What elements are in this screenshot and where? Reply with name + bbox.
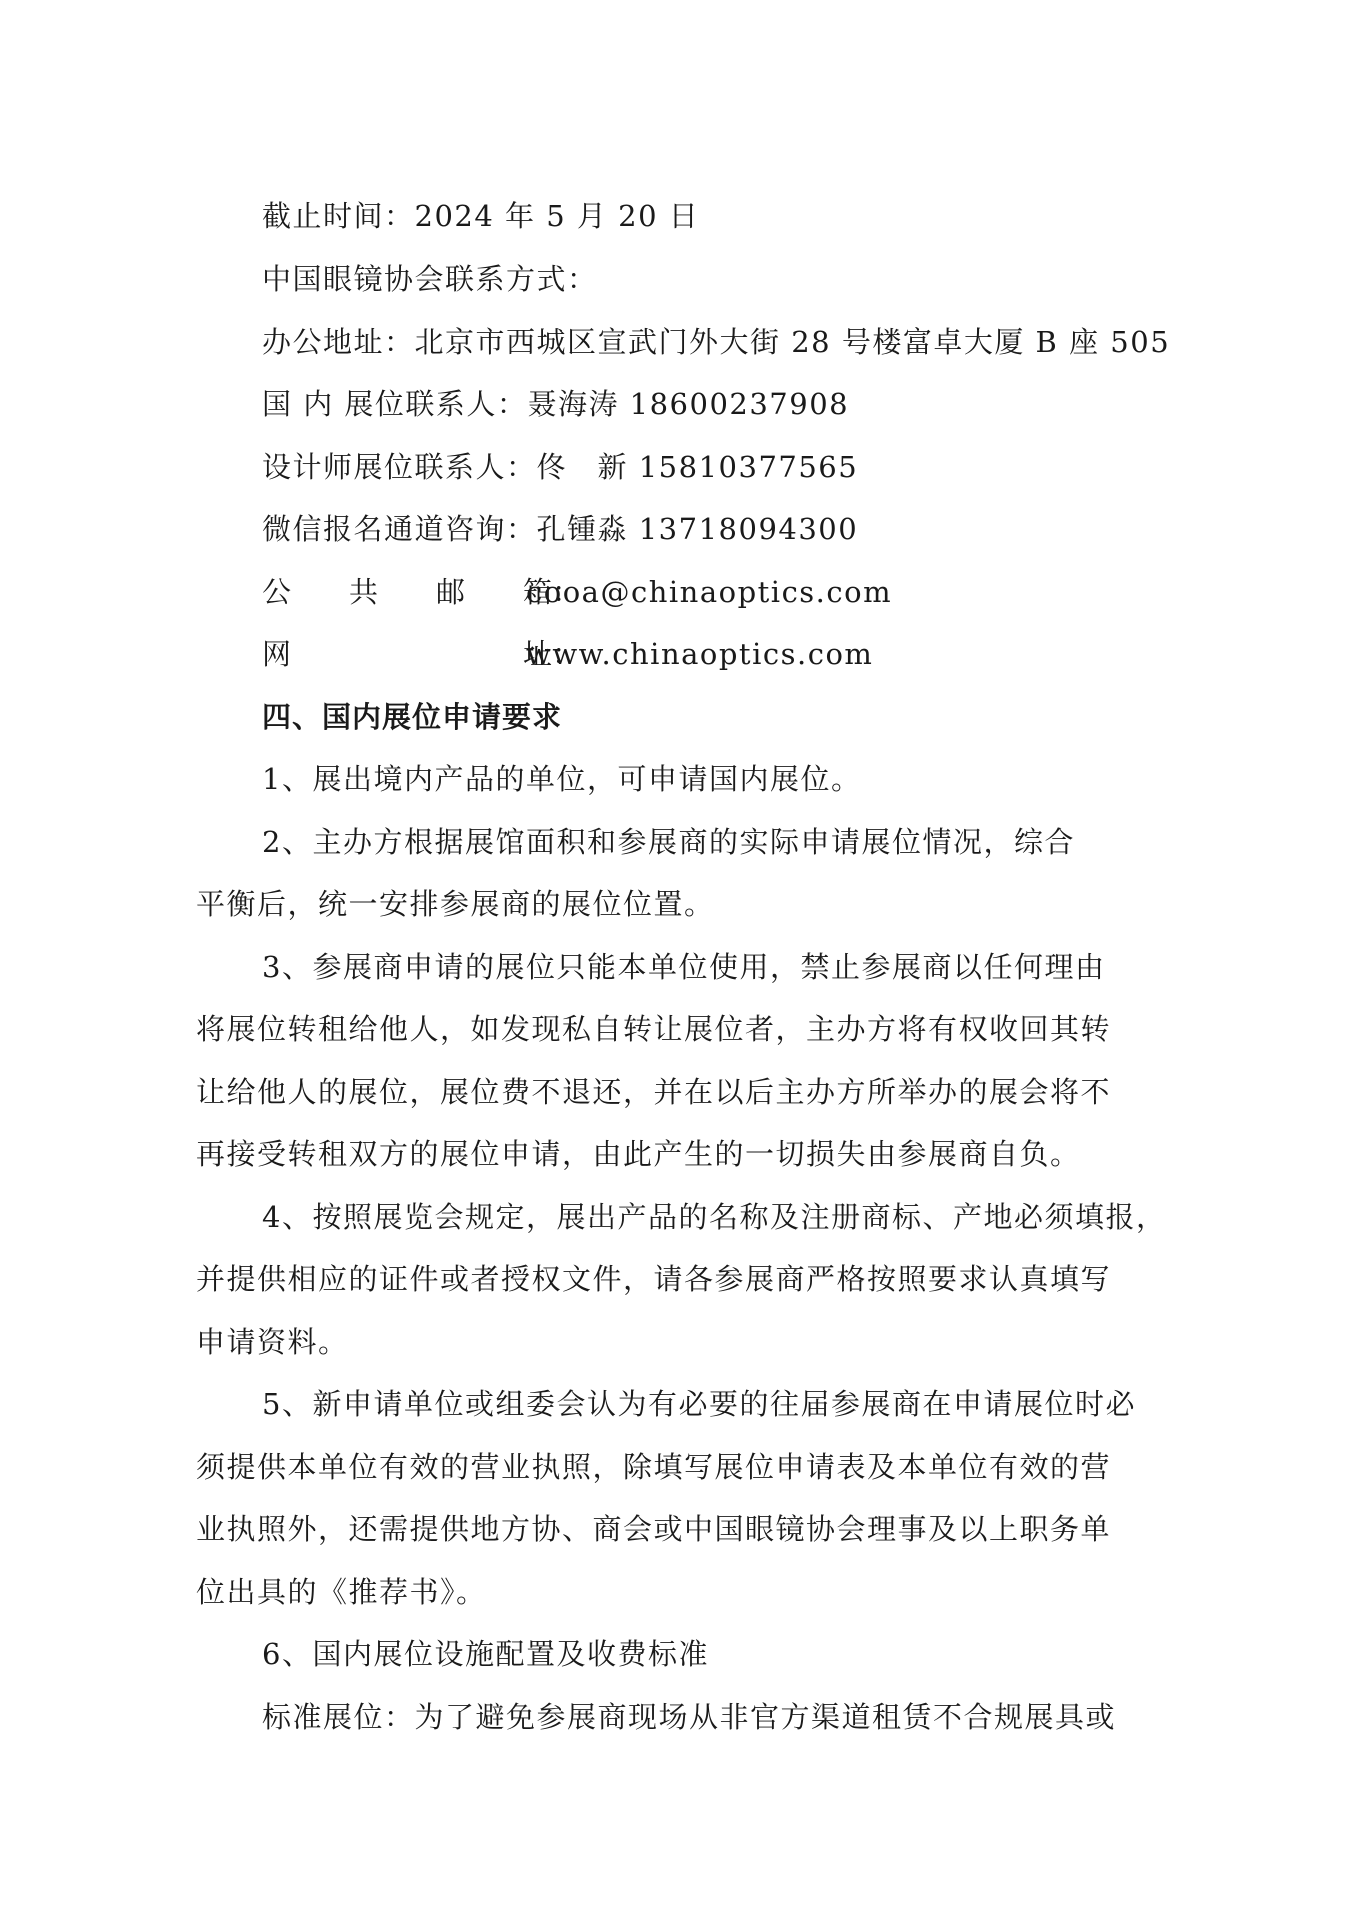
item-5-line-2: 须提供本单位有效的营业执照，除填写展位申请表及本单位有效的营 — [196, 1450, 1112, 1484]
item-5-line-4: 位出具的《推荐书》。 — [196, 1575, 487, 1609]
domestic-contact-label: 国 内 展位联系人： — [262, 387, 528, 421]
email-contact — [262, 572, 892, 612]
item-5-line-1: 5、新申请单位或组委会认为有必要的往届参展商在申请展位时必 — [262, 1387, 1136, 1421]
item-4-line-1: 4、按照展览会规定，展出产品的名称及注册商标、产地必须填报， — [262, 1200, 1167, 1234]
section-4-heading: 四、国内展位申请要求 — [262, 700, 563, 734]
domestic-contact — [262, 384, 849, 424]
deadline-line: 截止时间：2024 年 5 月 20 日 — [262, 199, 700, 233]
wechat-contact-label: 微信报名通道咨询： — [262, 512, 537, 546]
email-value: cooa@chinaoptics.com — [526, 575, 893, 609]
item-3-line-2: 将展位转租给他人，如发现私自转让展位者，主办方将有权收回其转 — [196, 1012, 1112, 1046]
wechat-contact-value: 孔锺淼 13718094300 — [536, 512, 859, 546]
designer-contact-label: 设计师展位联系人： — [262, 450, 537, 484]
office-address: 办公地址：北京市西城区宣武门外大街 28 号楼富卓大厦 B 座 505 — [262, 325, 1171, 359]
designer-contact — [262, 447, 858, 487]
item-2-line-2: 平衡后，统一安排参展商的展位位置。 — [196, 887, 715, 921]
website-value: www.chinaoptics.com — [526, 637, 874, 671]
standard-booth-line: 标准展位：为了避免参展商现场从非官方渠道租赁不合规展具或 — [262, 1700, 1117, 1734]
item-2-line-1: 2、主办方根据展馆面积和参展商的实际申请展位情况，综合 — [262, 825, 1075, 859]
item-3-line-3: 让给他人的展位，展位费不退还，并在以后主办方所举办的展会将不 — [196, 1075, 1112, 1109]
website-label: 网 址： — [262, 637, 582, 671]
item-5-line-3: 业执照外，还需提供地方协、商会或中国眼镜协会理事及以上职务单 — [196, 1512, 1112, 1546]
designer-contact-value: 佟 新 15810377565 — [536, 450, 859, 484]
email-label: 公 共 邮 箱： — [262, 575, 582, 609]
item-3-line-1: 3、参展商申请的展位只能本单位使用，禁止参展商以任何理由 — [262, 950, 1106, 984]
website-contact — [262, 634, 873, 674]
domestic-contact-value: 聂海涛 18600237908 — [527, 387, 850, 421]
item-4-line-3: 申请资料。 — [196, 1325, 349, 1359]
item-4-line-2: 并提供相应的证件或者授权文件，请各参展商严格按照要求认真填写 — [196, 1262, 1112, 1296]
wechat-contact — [262, 509, 858, 549]
item-6: 6、国内展位设施配置及收费标准 — [262, 1637, 709, 1671]
item-1: 1、展出境内产品的单位，可申请国内展位。 — [262, 762, 862, 796]
item-3-line-4: 再接受转租双方的展位申请，由此产生的一切损失由参展商自负。 — [196, 1137, 1081, 1171]
contact-intro: 中国眼镜协会联系方式： — [262, 262, 598, 296]
